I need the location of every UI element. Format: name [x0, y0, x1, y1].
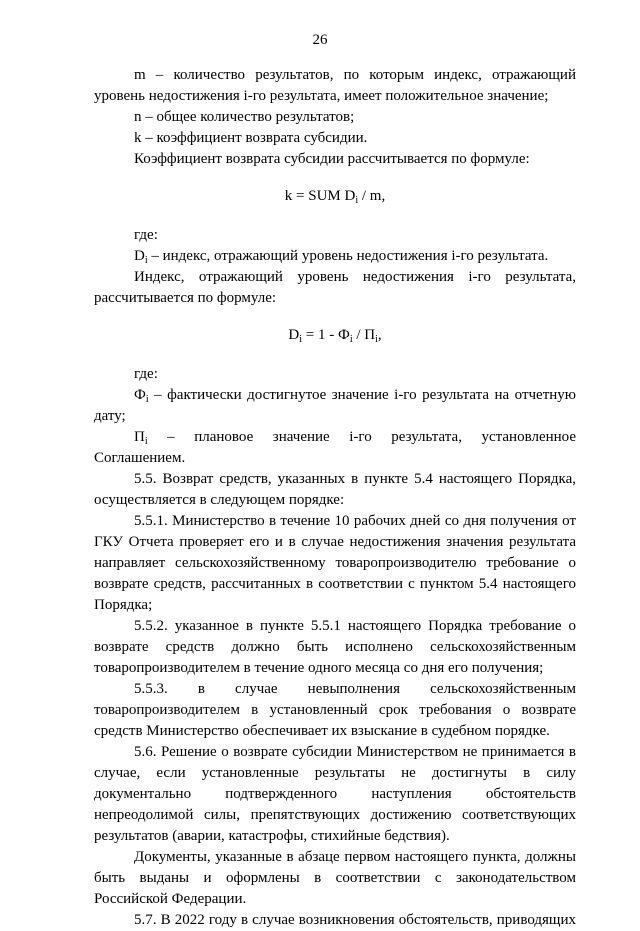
paragraph-k-definition: k – коэффициент возврата субсидии.	[134, 130, 368, 146]
paragraph-5-6: 5.6. Решение о возврате субсидии Министерством не принимается в случае, если установленные результаты не достигнуты в силу документально подтвержденного наступления обстоятельств непреодолимой силы, препятствующих достижению соответствующих результатов (аварии, катастрофы, стихийные бедствия).	[94, 744, 576, 844]
formula-part: D	[288, 327, 300, 343]
paragraph-where: где:	[134, 227, 158, 243]
paragraph-m-definition: m – количество результатов, по которым индекс, отражающий уровень недостижения i-го результата, имеет положительное значение;	[94, 67, 576, 104]
paragraph-5-5: 5.5. Возврат средств, указанных в пункте 5.4 настоящего Порядка, осуществляется в следующем порядке:	[94, 471, 576, 508]
symbol-subscript: i	[144, 255, 148, 266]
definition-text: – фактически достигнутое значение i-го результата на отчетную дату;	[94, 387, 576, 424]
document-body	[94, 65, 576, 931]
paragraph-where: где:	[134, 366, 158, 382]
paragraph-5-7: 5.7. В 2022 году в случае возникновения обстоятельств, приводящих	[134, 912, 576, 928]
definition-text: – плановое значение i-го результата, установленное Соглашением.	[94, 429, 576, 466]
paragraph-5-5-2: 5.5.2. указанное в пункте 5.5.1 настоящего Порядка требование о возврате средств должно быть исполнено сельскохозяйственным товаропроизводителем в течение одного месяца со дня его получения;	[94, 618, 576, 676]
definition-text: – индекс, отражающий уровень недостижения i-го результата.	[147, 248, 549, 264]
paragraph-formula-intro: Коэффициент возврата субсидии рассчитывается по формуле:	[134, 151, 530, 167]
paragraph-5-5-1: 5.5.1. Министерство в течение 10 рабочих дней со дня получения от ГКУ Отчета проверяет его и в случае недостижения значения результата направляет сельскохозяйственному товаропроизводителю требование о возврате средств, рассчитанных в соответствии с пунктом 5.4 настоящего Порядка;	[94, 513, 576, 613]
formula-return-coefficient	[94, 186, 576, 207]
formula-part: k = SUM D	[284, 188, 356, 204]
formula-part: ,	[377, 327, 382, 343]
page-number: 26	[312, 32, 328, 48]
formula-subscript: i	[355, 195, 359, 206]
symbol: Ф	[134, 387, 146, 403]
paragraph-5-5-3: 5.5.3. в случае невыполнения сельскохозяйственным товаропроизводителем в установленный срок требования о возврате средств Министерство обеспечивает их взыскание в судебном порядке.	[94, 681, 576, 739]
paragraph-fi-definition	[94, 385, 576, 427]
paragraph-documents: Документы, указанные в абзаце первом настоящего пункта, должны быть выданы и оформлены в соответствии с законодательством Российской Федерации.	[94, 849, 576, 907]
formula-part: = 1 - Ф	[302, 327, 350, 343]
symbol: П	[134, 429, 145, 445]
symbol-subscript: i	[144, 436, 148, 447]
paragraph-pi-definition	[94, 427, 576, 469]
paragraph-di-definition	[94, 246, 576, 267]
paragraph-index-intro: Индекс, отражающий уровень недостижения i-го результата, рассчитывается по формуле:	[94, 269, 576, 306]
paragraph-n-definition: n – общее количество результатов;	[134, 109, 355, 125]
formula-part: / m,	[358, 188, 386, 204]
formula-subscript: i	[299, 334, 302, 345]
symbol: D	[134, 248, 145, 264]
formula-part: / П	[352, 327, 376, 343]
formula-subscript: i	[375, 334, 378, 345]
formula-index	[94, 325, 576, 346]
formula-subscript: i	[349, 334, 353, 345]
symbol-subscript: i	[145, 394, 149, 405]
